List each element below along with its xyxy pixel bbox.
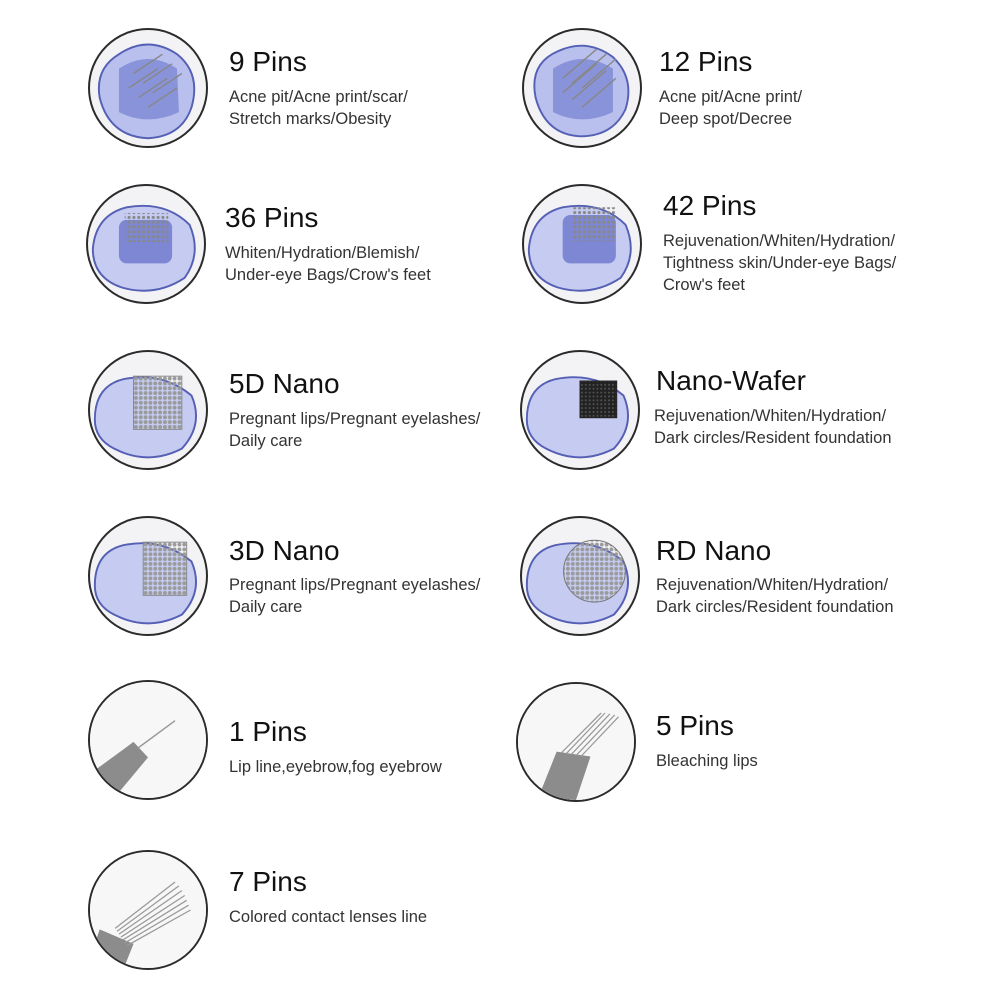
product-title: 42 Pins xyxy=(663,190,757,221)
product-description: Whiten/Hydration/Blemish/ Under-eye Bags/Crow's feet xyxy=(225,244,431,284)
product-description: Lip line,eyebrow,fog eyebrow xyxy=(229,758,442,776)
product-title: RD Nano xyxy=(656,535,772,566)
product-title: 36 Pins xyxy=(225,202,319,233)
five-needle-icon xyxy=(516,682,636,802)
product-title: 9 Pins xyxy=(229,46,307,77)
product-title: Nano-Wafer xyxy=(656,365,806,396)
product-title: 5D Nano xyxy=(229,368,340,399)
3d-nano-cartridge-icon xyxy=(88,516,208,636)
rd-nano-cartridge-icon xyxy=(520,516,640,636)
single-needle-icon xyxy=(88,680,208,800)
product-title: 1 Pins xyxy=(229,716,307,747)
product-description: Pregnant lips/Pregnant eyelashes/ Daily care xyxy=(229,576,481,616)
product-description: Bleaching lips xyxy=(656,752,758,770)
product-description: Acne pit/Acne print/ Deep spot/Decree xyxy=(659,88,803,128)
product-description: Rejuvenation/Whiten/Hydration/ Tightness skin/Under-eye Bags/ Crow's feet xyxy=(663,232,897,294)
twelve-pin-cartridge-icon xyxy=(522,28,642,148)
nine-pin-cartridge-icon xyxy=(88,28,208,148)
thirty-six-pin-cartridge-icon xyxy=(86,184,206,304)
product-title: 3D Nano xyxy=(229,535,340,566)
product-description: Rejuvenation/Whiten/Hydration/ Dark circles/Resident foundation xyxy=(654,407,892,447)
nano-wafer-cartridge-icon xyxy=(520,350,640,470)
product-description: Acne pit/Acne print/scar/ Stretch marks/Obesity xyxy=(229,88,408,128)
product-title: 12 Pins xyxy=(659,46,753,77)
product-description: Colored contact lenses line xyxy=(229,908,428,926)
product-title: 7 Pins xyxy=(229,866,307,897)
forty-two-pin-cartridge-icon xyxy=(522,184,642,304)
5d-nano-cartridge-icon xyxy=(88,350,208,470)
product-description: Rejuvenation/Whiten/Hydration/ Dark circles/Resident foundation xyxy=(656,576,894,616)
product-title: 5 Pins xyxy=(656,710,734,741)
product-description: Pregnant lips/Pregnant eyelashes/ Daily care xyxy=(229,410,481,450)
seven-needle-icon xyxy=(88,850,208,970)
